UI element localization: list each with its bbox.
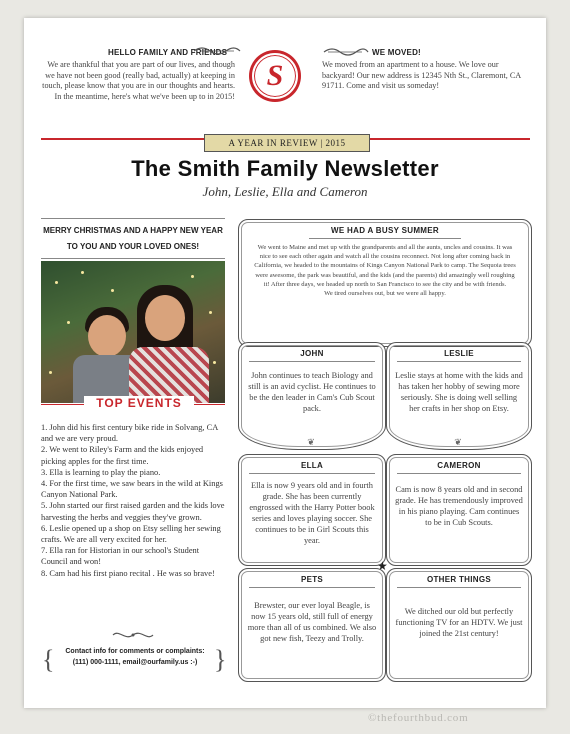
summer-box (238, 219, 532, 347)
watermark: ©thefourthbud.com (368, 712, 469, 724)
cameron-heading: CAMERON (437, 461, 481, 470)
top-events-heading: TOP EVENTS (84, 396, 194, 410)
scroll-ornament-icon (109, 628, 157, 647)
hello-body: We are thankful that you are part of our lives, and though we have not been good (really bad, actually) at keeping in touch, please know that you are in our thoughts and hearts. In the meantime, here's what we've been up to in 2015! (42, 60, 235, 101)
monogram-letter: S (252, 53, 298, 99)
other-body: We ditched our old but perfectly functioning TV for an HDTV. We just joined the 21st century! (395, 607, 523, 638)
ornament-icon: ❦ (307, 437, 315, 447)
summer-body: We went to Maine and met up with the grandparents and all the aunts, uncles and cousins. It was nice to see each other again and watch all the cousins reconnect. Not long after coming back in California, we headed to the mountains of Kings Canyon National Park to camp. The Sequoia trees were awesome, the park was beautiful, and the kids (and the parents) did amazingly well roughing it! After three days, we headed up north to San Francisco to see the city and be with friends. (254, 244, 516, 288)
contact-info (60, 646, 210, 668)
moved-body: We moved from an apartment to a house. We love our backyard! Our new address is 12345 Nth St., Claremont, CA 91711. Come and visit us someday! (322, 60, 521, 90)
john-heading: JOHN (300, 349, 324, 358)
cameron-box (386, 454, 532, 566)
newsletter-subtitle: John, Leslie, Ella and Cameron (202, 184, 368, 199)
right-brace-icon: } (214, 645, 227, 674)
star-icon: ★ (377, 559, 388, 573)
flourish-icon (192, 45, 242, 60)
event-item: 1. John did his first century bike ride in Solvang, CA and we are very proud. (41, 423, 218, 444)
top-events-list (41, 422, 227, 579)
greeting (41, 223, 225, 255)
red-divider-left (41, 138, 204, 140)
other-heading: OTHER THINGS (426, 575, 492, 584)
event-item: 2. We went to Riley's Farm and the kids enjoyed picking apples for the first time. (41, 445, 204, 466)
greeting-rule-top (41, 218, 225, 219)
leslie-body: Leslie stays at home with the kids and has taken her hobby of sewing more seriously. She is doing well selling her crafts in her shop on Etsy. (395, 371, 523, 413)
hello-heading: HELLO FAMILY AND FRIENDS (108, 48, 228, 57)
leslie-box (386, 342, 532, 450)
event-item: 5. John started our first raised garden and the kids love harvesting the herbs and veggies they've grown. (41, 501, 225, 522)
pets-heading: PETS (300, 575, 324, 584)
cameron-body: Cam is now 8 years old and in second grade. He has tremendously improved in his piano playing. Cam continues to be in Cub Scouts. (395, 485, 523, 527)
greeting-line-1: MERRY CHRISTMAS AND A HAPPY NEW YEAR (43, 226, 223, 235)
ornament-icon: ❦ (454, 437, 462, 447)
leslie-heading: LESLIE (444, 349, 474, 358)
summer-body-2: We tired ourselves out, but we were all happy. (324, 290, 446, 298)
event-item: 7. Ella ran for Historian in our school's Student Council and won! (41, 546, 200, 567)
contact-line-1: Contact info for comments or complaints: (65, 648, 205, 655)
greeting-line-2: TO YOU AND YOUR LOVED ONES! (66, 242, 200, 251)
newsletter-page (24, 18, 546, 708)
event-item: 8. Cam had his first piano recital . He was so brave! (41, 568, 215, 578)
john-body: John continues to teach Biology and still is an avid cyclist. He continues to be the den leader in Cam's Cub Scout pack. (248, 371, 376, 413)
event-item: 6. Leslie opened up a shop on Etsy selling her sewing crafts. We are all very excited for her. (41, 523, 221, 545)
left-brace-icon: { (42, 645, 55, 674)
ella-body: Ella is now 9 years old and in fourth grade. She has been currently engrossed with the Harry Potter book series and loves playing soccer. She continues to be in Girl Scouts this year. (249, 481, 375, 545)
ella-heading: ELLA (300, 461, 324, 470)
monogram-seal (249, 50, 301, 102)
family-photo (41, 261, 225, 403)
newsletter-title: The Smith Family Newsletter (131, 156, 439, 181)
year-banner: A YEAR IN REVIEW | 2015 (204, 134, 370, 152)
event-item: 3. Ella is learning to play the piano. (41, 467, 161, 477)
summer-heading: WE HAD A BUSY SUMMER (331, 226, 439, 235)
pets-body: Brewster, our ever loyal Beagle, is now 15 years old, still full of energy more than all of us combined. We also got new fish, Teezy and Trolly. (247, 601, 377, 643)
john-box (238, 342, 386, 450)
other-box (386, 568, 532, 682)
moved-heading: WE MOVED! (372, 48, 421, 57)
red-divider-right (368, 138, 530, 140)
ella-box (238, 454, 386, 566)
event-item: 4. For the first time, we saw bears in the wild at Kings Canyon National Park. (41, 479, 223, 500)
pets-box (238, 568, 386, 682)
contact-line-2: (111) 000-1111, email@ourfamily.us :-) (72, 659, 198, 666)
greeting-rule-bottom (41, 258, 225, 259)
